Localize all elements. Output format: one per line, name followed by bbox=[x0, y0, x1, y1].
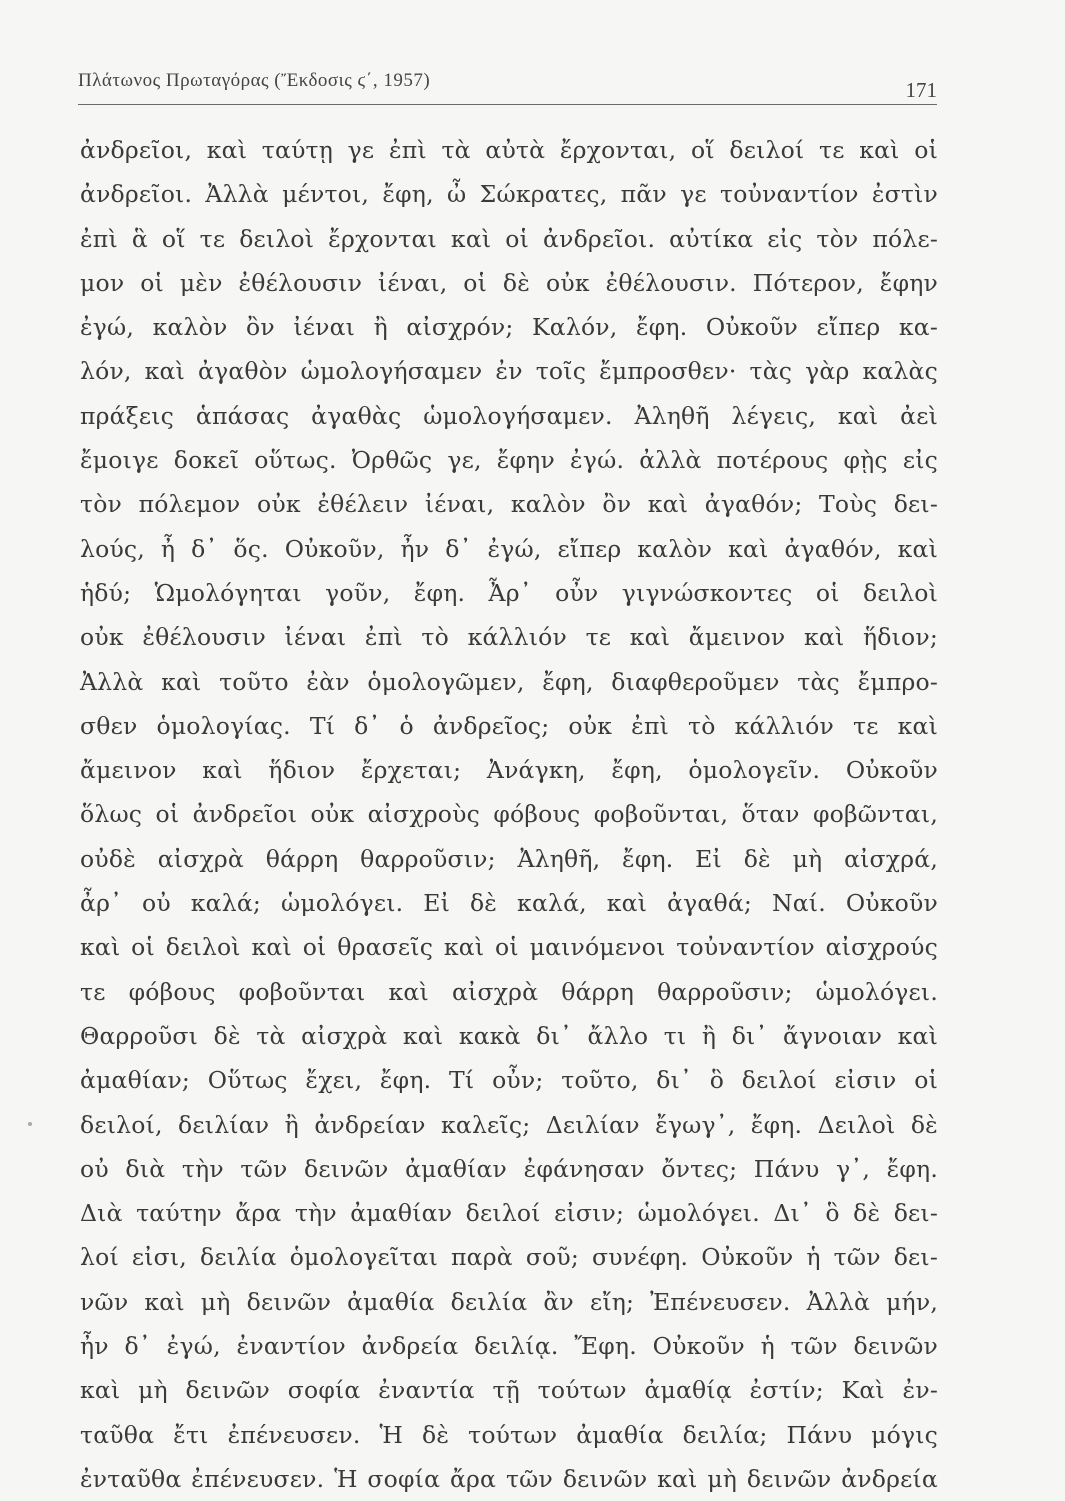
body-text bbox=[80, 128, 938, 1501]
text-line: τε φόβους φοβοῦνται καὶ αἰσχρὰ θάρρη θαρροῦσιν; ὡμολόγει. bbox=[80, 977, 938, 1006]
text-line: λούς, ἦ δ᾽ ὅς. Οὐκοῦν, ἦν δ᾽ ἐγώ, εἴπερ καλὸν καὶ ἀγαθόν, καὶ bbox=[80, 534, 938, 563]
text-line: Διὰ ταύτην ἄρα τὴν ἀμαθίαν δειλοί εἰσιν; ὡμολόγει. Δι᾽ ὃ δὲ δει- bbox=[80, 1199, 938, 1228]
text-line: οὐδὲ αἰσχρὰ θάρρη θαρροῦσιν; Ἀληθῆ, ἔφη. Εἰ δὲ μὴ αἰσχρά, bbox=[80, 844, 938, 873]
text-line: λόν, καὶ ἀγαθὸν ὡμολογήσαμεν ἐν τοῖς ἔμπροσθεν· τὰς γὰρ καλὰς bbox=[80, 357, 938, 386]
margin-dot bbox=[28, 1122, 32, 1126]
text-line: ἆρ᾽ οὐ καλά; ὡμολόγει. Εἰ δὲ καλά, καὶ ἀγαθά; Ναί. Οὐκοῦν bbox=[80, 889, 938, 918]
text-line: ἀνδρεῖοι, καὶ ταύτῃ γε ἐπὶ τὰ αὐτὰ ἔρχονται, οἵ δειλοί τε καὶ οἱ bbox=[80, 136, 938, 164]
text-line: καὶ μὴ δεινῶν σοφία ἐναντία τῇ τούτων ἀμαθίᾳ ἐστίν; Καὶ ἐν- bbox=[80, 1376, 938, 1405]
text-line: μον οἱ μὲν ἐθέλουσιν ἰέναι, οἱ δὲ οὐκ ἐθέλουσιν. Πότερον, ἔφην bbox=[80, 268, 938, 297]
text-line: καὶ οἱ δειλοὶ καὶ οἱ θρασεῖς καὶ οἱ μαινόμενοι τοὐναντίον αἰσχρούς bbox=[80, 933, 938, 962]
running-title: Πλάτωνος Πρωταγόρας (Ἔκδοσις ϛ΄, 1957) bbox=[78, 70, 431, 91]
text-line: ἐγώ, καλὸν ὂν ἰέναι ἢ αἰσχρόν; Καλόν, ἔφη. Οὐκοῦν εἴπερ κα- bbox=[80, 313, 938, 342]
text-line: ἄμεινον καὶ ἥδιον ἔρχεται; Ἀνάγκη, ἔφη, ὁμολογεῖν. Οὐκοῦν bbox=[80, 756, 938, 785]
text-line: ἔμοιγε δοκεῖ οὕτως. Ὀρθῶς γε, ἔφην ἐγώ. ἀλλὰ ποτέρους φῂς εἰς bbox=[80, 446, 938, 475]
text-line: λοί εἰσι, δειλία ὁμολογεῖται παρὰ σοῦ; συνέφη. Οὐκοῦν ἡ τῶν δει- bbox=[80, 1243, 938, 1272]
text-line: ἐνταῦθα ἐπένευσεν. Ἡ σοφία ἄρα τῶν δεινῶν καὶ μὴ δεινῶν ἀνδρεία bbox=[80, 1464, 938, 1493]
text-line: ἦν δ᾽ ἐγώ, ἐναντίον ἀνδρεία δειλίᾳ. Ἔφη. Οὐκοῦν ἡ τῶν δεινῶν bbox=[80, 1332, 938, 1361]
text-line: ἀνδρεῖοι. Ἀλλὰ μέντοι, ἔφη, ὦ Σώκρατες, πᾶν γε τοὐναντίον ἐστὶν bbox=[80, 180, 938, 209]
text-line: Ἀλλὰ καὶ τοῦτο ἐὰν ὁμολογῶμεν, ἔφη, διαφθεροῦμεν τὰς ἔμπρο- bbox=[80, 667, 938, 696]
page-number: 171 bbox=[905, 78, 937, 102]
text-line: ὅλως οἱ ἀνδρεῖοι οὐκ αἰσχροὺς φόβους φοβοῦνται, ὅταν φοβῶνται, bbox=[80, 800, 938, 829]
text-line: ἀμαθίαν; Οὕτως ἔχει, ἔφη. Τί οὖν; τοῦτο, δι᾽ ὃ δειλοί εἰσιν οἱ bbox=[80, 1066, 938, 1095]
text-line: νῶν καὶ μὴ δεινῶν ἀμαθία δειλία ἂν εἴη; Ἐπένευσεν. Ἀλλὰ μήν, bbox=[80, 1287, 938, 1316]
text-line: οὐκ ἐθέλουσιν ἰέναι ἐπὶ τὸ κάλλιόν τε καὶ ἄμεινον καὶ ἥδιον; bbox=[80, 623, 938, 652]
text-line: τὸν πόλεμον οὐκ ἐθέλειν ἰέναι, καλὸν ὂν καὶ ἀγαθόν; Τοὺς δει- bbox=[80, 490, 938, 519]
text-line: οὐ διὰ τὴν τῶν δεινῶν ἀμαθίαν ἐφάνησαν ὄντες; Πάνυ γ᾽, ἔφη. bbox=[80, 1154, 938, 1183]
text-line: Θαρροῦσι δὲ τὰ αἰσχρὰ καὶ κακὰ δι᾽ ἄλλο τι ἢ δι᾽ ἄγνοιαν καὶ bbox=[80, 1021, 938, 1050]
text-line: σθεν ὁμολογίας. Τί δ᾽ ὁ ἀνδρεῖος; οὐκ ἐπὶ τὸ κάλλιόν τε καὶ bbox=[80, 711, 938, 740]
text-line: ἐπὶ ἃ οἵ τε δειλοὶ ἔρχονται καὶ οἱ ἀνδρεῖοι. αὐτίκα εἰς τὸν πόλε- bbox=[80, 224, 938, 253]
text-line: πράξεις ἁπάσας ἀγαθὰς ὡμολογήσαμεν. Ἀληθῆ λέγεις, καὶ ἀεὶ bbox=[80, 401, 938, 430]
text-line: ἡδύ; Ὡμολόγηται γοῦν, ἔφη. Ἆρ᾽ οὖν γιγνώσκοντες οἱ δειλοὶ bbox=[80, 578, 938, 607]
text-line: ταῦθα ἔτι ἐπένευσεν. Ἡ δὲ τούτων ἀμαθία δειλία; Πάνυ μόγις bbox=[80, 1420, 938, 1449]
text-line: δειλοί, δειλίαν ἢ ἀνδρείαν καλεῖς; Δειλίαν ἔγωγ᾽, ἔφη. Δειλοὶ δὲ bbox=[80, 1110, 938, 1139]
page-header bbox=[78, 64, 937, 105]
